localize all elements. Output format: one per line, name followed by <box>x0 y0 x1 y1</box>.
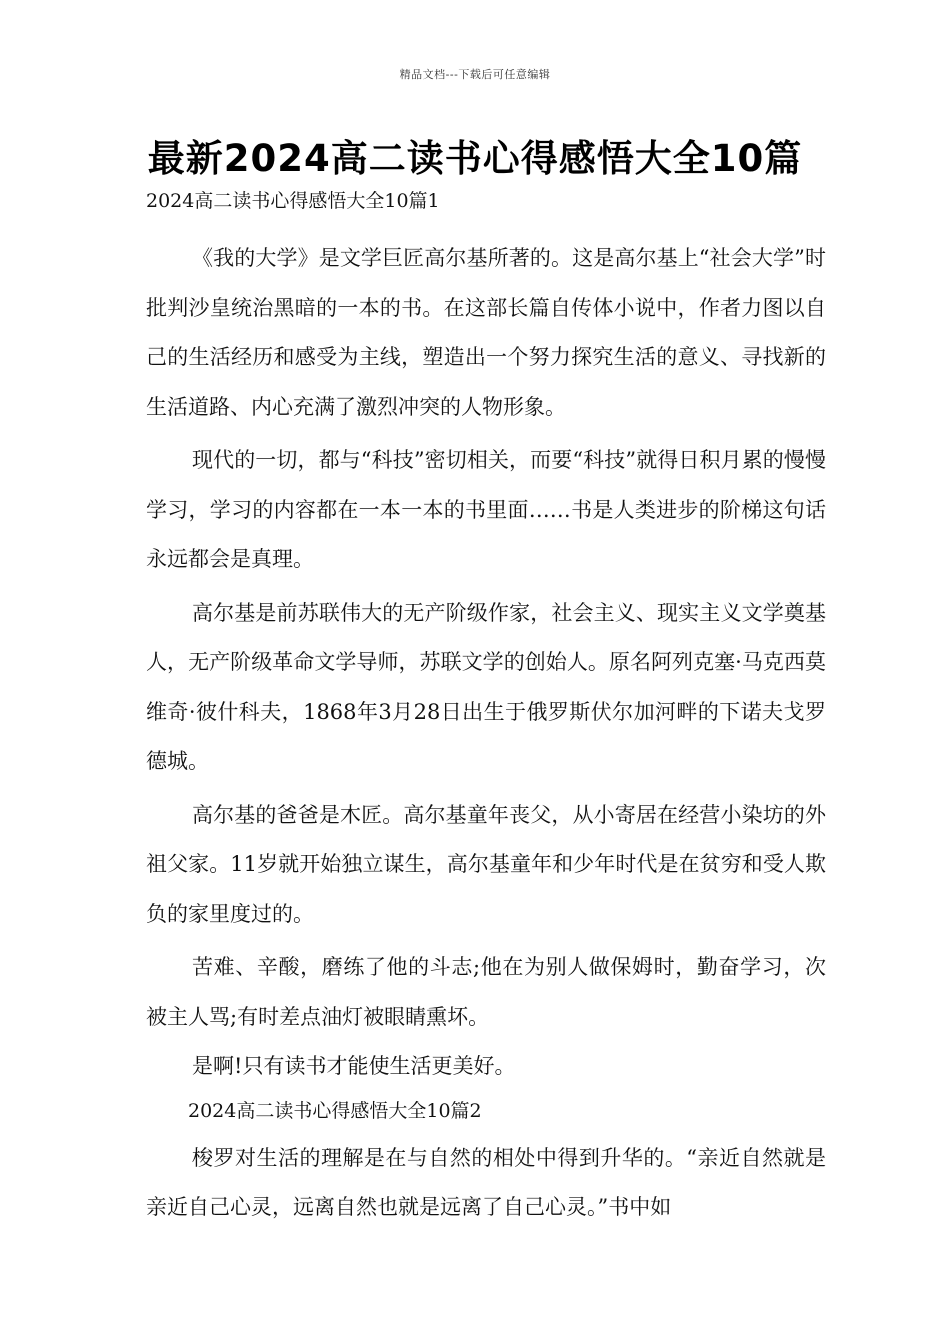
paragraph: 高尔基是前苏联伟大的无产阶级作家，社会主义、现实主义文学奠基人，无产阶级革命文学导师，苏联文学的创始人。原名阿列克塞·马克西莫维奇·彼什科夫，1868年3月28日出生于俄罗斯伏尔加河畔的下诺夫戈罗德城。 <box>146 600 826 773</box>
paragraph: 《我的大学》是文学巨匠高尔基所著的。这是高尔基上“社会大学”时批判沙皇统治黑暗的一本的书。在这部长篇自传体小说中，作者力图以自己的生活经历和感受为主线，塑造出一个努力探究生活的意义、寻找新的生活道路、内心充满了激烈冲突的人物形象。 <box>146 246 826 419</box>
section-heading: 2024高二读书心得感悟大全10篇2 <box>188 1099 482 1122</box>
header-note: 精品文档---下载后可任意编辑 <box>399 68 551 81</box>
paragraph: 现代的一切，都与“科技”密切相关，而要“科技”就得日积月累的慢慢学习，学习的内容都在一本一本的书里面……书是人类进步的阶梯这句话永远都会是真理。 <box>146 448 826 571</box>
paragraph: 是啊!只有读书才能使生活更美好。 <box>192 1054 516 1078</box>
paragraph: 苦难、辛酸，磨练了他的斗志;他在为别人做保姆时，勤奋学习，次被主人骂;有时差点油灯被眼睛熏坏。 <box>146 955 826 1029</box>
document-title: 最新2024高二读书心得感悟大全10篇 <box>147 137 803 180</box>
section-heading: 2024高二读书心得感悟大全10篇1 <box>146 190 440 212</box>
paragraph: 高尔基的爸爸是木匠。高尔基童年丧父，从小寄居在经营小染坊的外祖父家。11岁就开始独立谋生，高尔基童年和少年时代是在贫穷和受人欺负的家里度过的。 <box>146 802 826 926</box>
paragraph: 梭罗对生活的理解是在与自然的相处中得到升华的。“亲近自然就是亲近自己心灵，远离自然也就是远离了自己心灵。”书中如 <box>146 1145 826 1219</box>
spacer <box>146 220 826 234</box>
document-body <box>146 182 826 1233</box>
